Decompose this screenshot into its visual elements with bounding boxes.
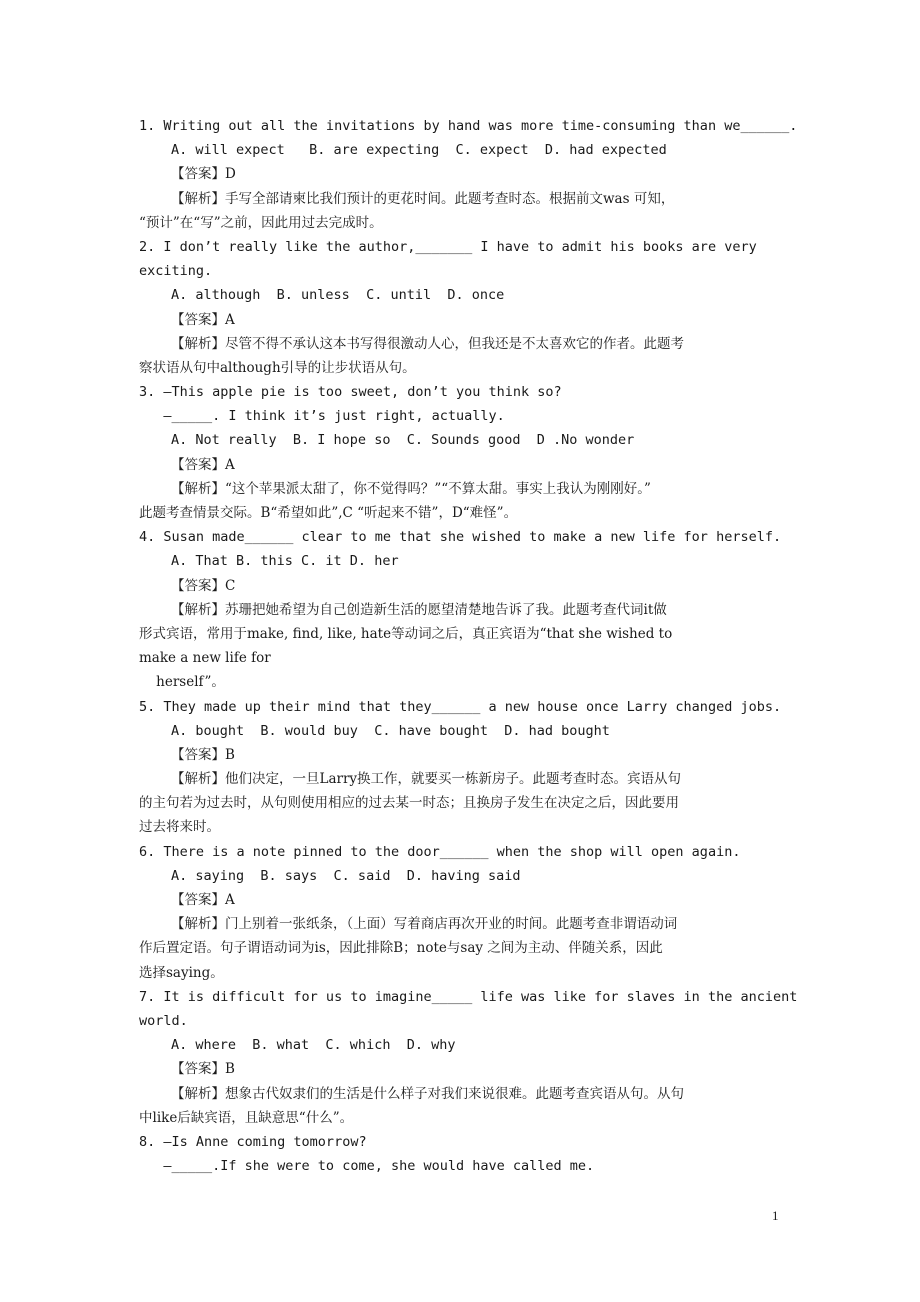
question-explanation: 【解析】手写全部请柬比我们预计的更花时间。此题考查时态。根据前文was 可知， — [171, 190, 675, 207]
question-stem: world. — [139, 1012, 188, 1029]
question-stem: exciting. — [139, 263, 213, 280]
question-stem: 1. Writing out all the invitations by hand was more time-consuming than we______. — [139, 118, 798, 134]
question-explanation: 选择saying。 — [139, 964, 224, 981]
question-7 — [139, 985, 799, 1130]
question-explanation: make a new life for — [139, 650, 271, 667]
question-options: A. where B. what C. which D. why — [171, 1037, 456, 1054]
question-options: A. saying B. says C. said D. having said — [171, 867, 521, 884]
question-explanation: herself”。 — [139, 674, 225, 691]
question-options: A. will expect B. are expecting C. expect D. had expected — [171, 142, 667, 159]
question-explanation: 作后置定语。句子谓语动词为is，因此排除B；note与say 之间为主动、伴随关系，因此 — [139, 940, 663, 957]
question-stem: —_____. I think it’s just right, actually. — [139, 408, 505, 425]
question-stem: 4. Susan made______ clear to me that she wished to make a new life for herself. — [139, 529, 782, 546]
question-8 — [139, 1130, 799, 1178]
question-3 — [139, 380, 799, 525]
question-options: A. That B. this C. it D. her — [171, 553, 399, 570]
question-explanation: 【解析】尽管不得不承认这本书写得很激动人心，但我还是不太喜欢它的作者。此题考 — [171, 335, 684, 352]
question-explanation: 此题考查情景交际。B“希望如此”,C “听起来不错”，D“难怪”。 — [139, 505, 518, 521]
question-4 — [139, 525, 799, 694]
question-1 — [139, 114, 799, 235]
question-stem: 6. There is a note pinned to the door______ when the shop will open again. — [139, 843, 741, 860]
question-explanation: 【解析】想象古代奴隶们的生活是什么样子对我们来说很难。此题考查宾语从句。从句 — [171, 1085, 684, 1102]
question-list — [139, 114, 799, 1178]
question-explanation: 过去将来时。 — [139, 819, 220, 836]
question-answer: 【答案】A — [171, 892, 235, 908]
question-explanation: 的主句若为过去时，从句则使用相应的过去某一时态；且换房子发生在决定之后，因此要用 — [139, 795, 679, 812]
page-number: 1 — [772, 1208, 779, 1223]
question-explanation: 中like后缺宾语，且缺意思“什么”。 — [139, 1109, 354, 1126]
question-explanation: “预计”在“写”之前，因此用过去完成时。 — [139, 214, 383, 231]
question-options: A. bought B. would buy C. have bought D. had bought — [171, 722, 610, 739]
question-answer: 【答案】B — [171, 1061, 235, 1078]
question-stem: 8. —Is Anne coming tomorrow? — [139, 1133, 367, 1150]
question-explanation: 【解析】门上别着一张纸条，（上面）写着商店再次开业的时间。此题考查非谓语动词 — [171, 916, 678, 933]
question-options: A. Not really B. I hope so C. Sounds good D .No wonder — [171, 432, 635, 449]
question-explanation: 【解析】他们决定，一旦Larry换工作，就要买一栋新房子。此题考查时态。宾语从句 — [171, 771, 682, 788]
question-stem: —_____.If she were to come, she would have called me. — [139, 1158, 595, 1175]
question-answer: 【答案】B — [171, 746, 235, 763]
question-explanation: 【解析】“这个苹果派太甜了，你不觉得吗？”“不算太甜。事实上我认为刚刚好。” — [171, 480, 651, 497]
question-options: A. although B. unless C. until D. once — [171, 287, 505, 304]
question-explanation: 察状语从句中although引导的让步状语从句。 — [139, 359, 416, 376]
question-explanation: 【解析】苏珊把她希望为自己创造新生活的愿望清楚地告诉了我。此题考查代词it做 — [171, 601, 667, 618]
question-answer: 【答案】A — [171, 311, 235, 328]
question-stem: 2. I don’t really like the author,_______ I have to admit his books are very — [139, 238, 757, 255]
question-answer: 【答案】C — [171, 577, 236, 594]
question-6 — [139, 840, 799, 985]
question-2 — [139, 235, 799, 380]
question-explanation: 形式宾语，常用于make, find, like, hate等动词之后，真正宾语为“that she wished to — [139, 625, 673, 642]
question-answer: 【答案】D — [171, 166, 236, 183]
question-5 — [139, 695, 799, 840]
question-stem: 7. It is difficult for us to imagine_____ life was like for slaves in the ancient — [139, 988, 798, 1005]
question-stem: 3. —This apple pie is too sweet, don’t you think so? — [139, 384, 562, 401]
question-stem: 5. They made up their mind that they______ a new house once Larry changed jobs. — [139, 698, 782, 715]
question-answer: 【答案】A — [171, 456, 235, 473]
